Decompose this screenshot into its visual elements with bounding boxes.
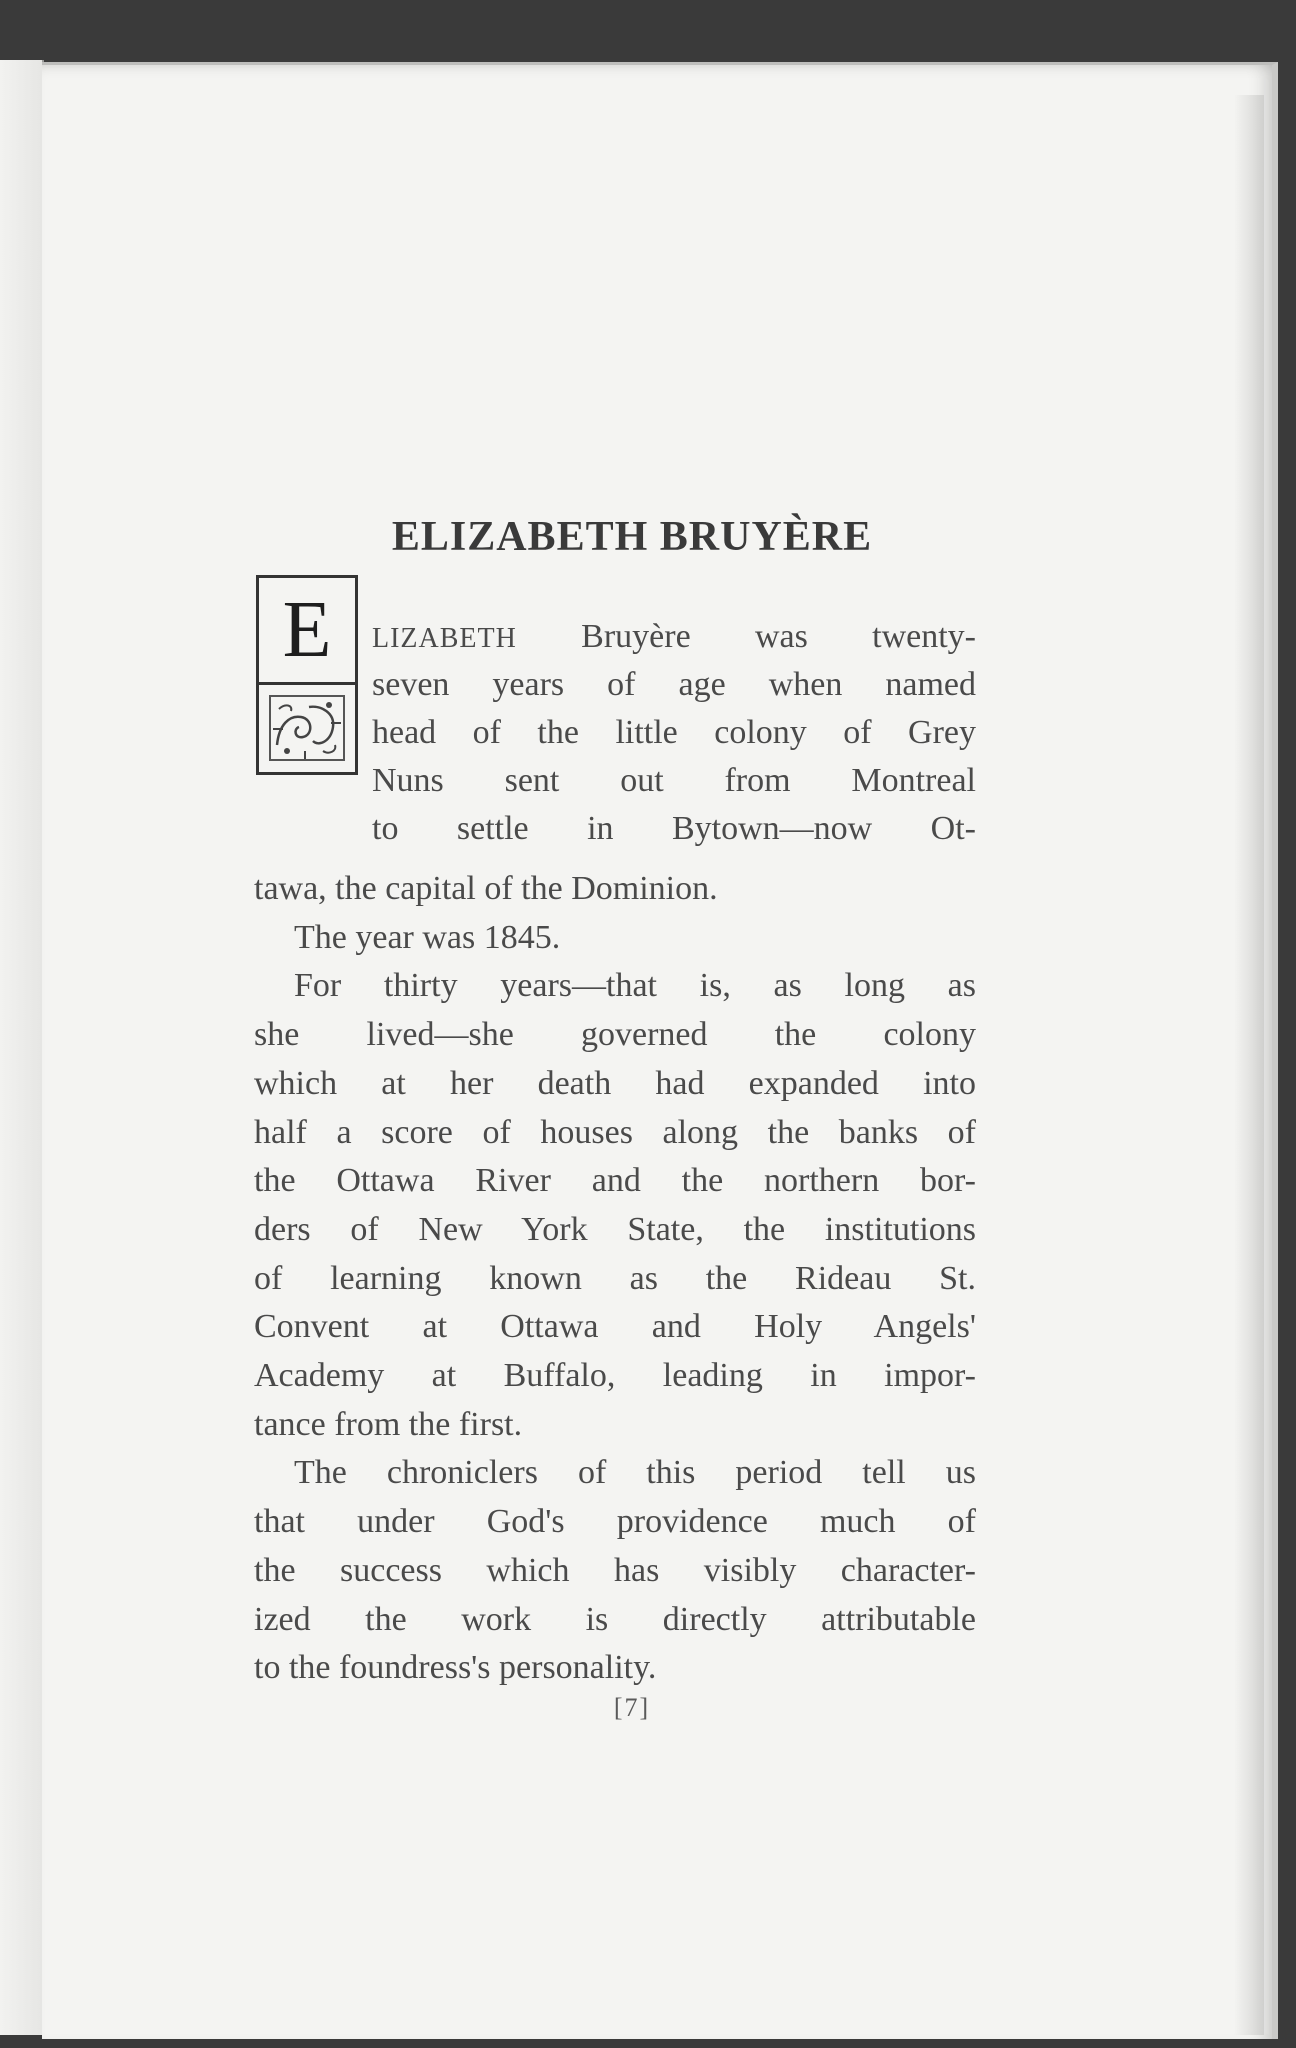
text-line: she lived—she governed the colony (254, 1016, 976, 1054)
text-line: which at her death had expanded into (254, 1064, 976, 1102)
page-shadow (1234, 95, 1264, 2035)
lead-line-3: head of the little colony of Grey (372, 714, 976, 751)
text-line: half a score of houses along the banks of (254, 1113, 976, 1151)
page-number: [7] (613, 1693, 651, 1722)
text-line: the success which has visibly character- (254, 1551, 976, 1589)
text-line: to the foundress's personality. (254, 1649, 657, 1687)
text-line: The chroniclers of this period tell us (294, 1454, 976, 1492)
ornament-icon (269, 695, 345, 761)
lead-line-4: Nuns sent out from Montreal (372, 762, 976, 799)
text-line: that under God's providence much of (254, 1503, 976, 1541)
lead-line-2: seven years of age when named (372, 666, 976, 703)
chapter-title: ELIZABETH BRUYÈRE (391, 514, 873, 560)
text-line: the Ottawa River and the northern bor- (254, 1162, 976, 1200)
text-line: Academy at Buffalo, leading in impor- (254, 1357, 976, 1395)
text-line: ized the work is directly attributable (254, 1600, 976, 1638)
text-line: ders of New York State, the institutions (254, 1210, 976, 1248)
text-line: The year was 1845. (294, 918, 561, 956)
drop-cap-letter: E (259, 578, 355, 685)
book-page (42, 62, 1278, 2039)
text-line: For thirty years—that is, as long as (294, 967, 976, 1005)
text-line: Convent at Ottawa and Holy Angels' (254, 1308, 976, 1346)
facing-page-edge (0, 60, 44, 2035)
text-line: tance from the first. (254, 1405, 523, 1443)
body-text (254, 865, 976, 1693)
text-line: of learning known as the Rideau St. (254, 1259, 976, 1297)
lead-line-5: to settle in Bytown—now Ot- (372, 810, 976, 847)
text-line: tawa, the capital of the Dominion. (254, 870, 718, 907)
lead-line-1: LIZABETH Bruyère was twenty- (372, 618, 976, 655)
drop-cap-box (256, 575, 358, 775)
